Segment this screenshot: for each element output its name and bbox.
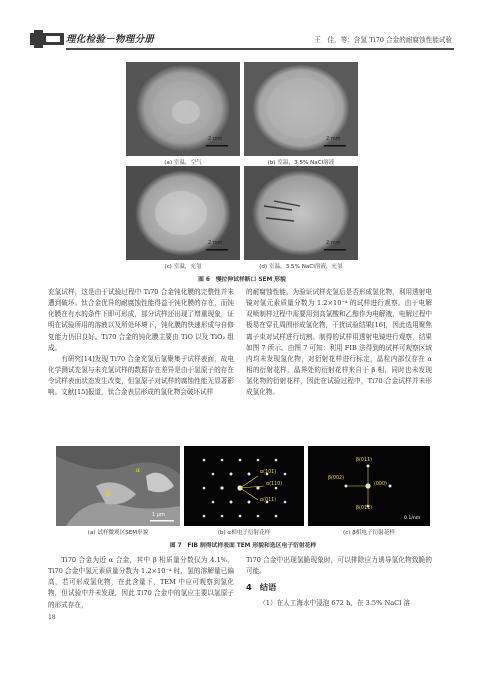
fig7b-label-alpha011: α(011) [260,498,277,503]
fig7a-caption: (a) 试样微观区SEM形貌 [87,530,149,536]
svg-text:α: α [136,467,140,474]
svg-text:β: β [106,491,110,498]
fig6a-caption: (a) 室温，空气 [164,160,202,166]
right-column-1 [246,287,432,399]
fig7b-label-alpha101: α(101) [260,470,277,475]
fig6-panel-c [126,166,240,260]
fig7c-label-000: (000) [374,482,387,487]
fig6-panel-d [244,166,358,260]
running-title: 王 佳，等：含氢 Ti70 合金的耐腐蚀性能试验 [314,36,452,44]
paragraph: 充氢试样，这是由于试验过程中 Ti70 合金钝化膜的完整性并未遭到破坏。钛合金优异的耐腐蚀性能得益于钝化膜的存在，而钝化膜在有水的条件下即可形成，部分试样还出现了增重现象，证明在试验所用的溶液以及所处环境下，钝化膜的快速形成与自修复能力仍旧良好。Ti70 合金的钝化膜主要由 TiO 以及 TiO₂ 组成。 [48,288,234,352]
fig7-panel-b [184,446,304,526]
figure-7-title: 图 7 FIB 制得试样表面 TEM 形貌和选区电子衍射花样 [169,543,317,549]
right-column-2 [246,555,432,577]
left-column-1 [48,287,234,399]
paragraph: 的耐腐蚀性能。为验证试样充氢后是否形成氢化物，利用透射电镜对氢元素质量分数为 1.2×10⁻⁴ 的试样进行观察。由于电解双喷制样过程中需要用到高氯酸和乙醇作为电解液，电解过程中极易在穿孔周围形成氢化物，干扰试验结果[16]，因此选用聚焦离子束对试样进行切割。制得的试样用透射电镜进行观察，结果如图 7 所示。由图 7 可知：利用 FIB 法得到的试样可观察区域内均未发现氢化物，对衍射花样进行标定，晶粒内部仅存在 α 相的衍射花样，晶界处的衍射花样来自于 β 相，同时也未发现氢化物的衍射花样，因此在试验过程中，Ti70 合金试样并未形成氢化物。 [246,288,432,397]
figure-6-title: 图 6 慢拉伸试样断口 SEM 形貌 [198,277,286,283]
fig7b-diffraction-pattern [184,446,304,526]
fig7c-label-beta011-top: β(011) [356,458,372,463]
paragraph: （1）在人工海水中浸泡 672 h，在 3.5% NaCl 溶 [259,599,411,607]
fig7c-scale: 0.1/nm [404,516,421,521]
figure-6 [126,62,358,272]
fig7-panel-a [56,446,180,526]
section-4-heading: 4 结语 [246,582,277,592]
paragraph: Ti70 合金中出现氢脆现象时，可以排除应力诱导氢化物致脆的可能。 [246,556,432,576]
fig7a-scale: 1 μm [152,512,165,518]
section-4-item-1 [246,598,432,609]
fig6d-caption: (d) 室温，3.5% NaCl溶液，充氢 [259,264,343,270]
figure-7 [56,446,430,538]
fig7-panel-c [308,446,430,526]
journal-name: 理化检验－物理分册 [66,34,155,45]
page-number: 18 [48,614,56,621]
journal-logo-icon [30,30,64,48]
paragraph: Ti70 合金为近 α 合金，其中 β 相质量分数仅为 4.1%，Ti70 合金中氢元素质量分数为 1.2×10⁻⁴ 时，氢的溶解量已偏高，若可形成氢化物，在此含量下，TEM 中应可观察到氢化物，但试验中并未发现，因此 Ti70 合金中的氢应主要以氢原子的形式存在， [48,556,234,609]
paragraph: 有研究[14]发现 Ti70 合金充氢后氢聚集于试样表面，故电化学测试充氢与未充氢试样的数据存在差异是由于氢原子的存在令试样表面状态发生改变，但氢原子对试样的腐蚀性能无显著影响。文献[15]报道，钛合金表层形成的氢化物会破坏试样 [48,354,234,397]
fig6c-scale: 2 mm [208,240,223,246]
fig6a-scale: 2 mm [208,136,223,142]
left-column-2 [48,555,234,611]
page-header [26,30,454,52]
header-rule [66,48,454,50]
fig7c-label-beta002: β(002) [328,476,344,481]
fig7b-label-alpha110: α(110) [266,482,283,487]
fig6-panel-a [126,62,240,156]
fig6b-caption: (b) 室温，3.5% NaCl溶液 [267,160,335,166]
fig7c-caption: (c) β相电子衍射花样 [343,530,395,536]
fig6b-scale: 2 mm [326,136,341,142]
fig7c-label-beta011-bottom: β(011) [356,506,372,511]
fig6-panel-b [244,62,358,156]
fig6d-scale: 2 mm [326,240,341,246]
fig6c-caption: (c) 室温，充氢 [164,264,202,270]
fig7b-caption: (b) α相电子衍射花样 [217,530,271,536]
